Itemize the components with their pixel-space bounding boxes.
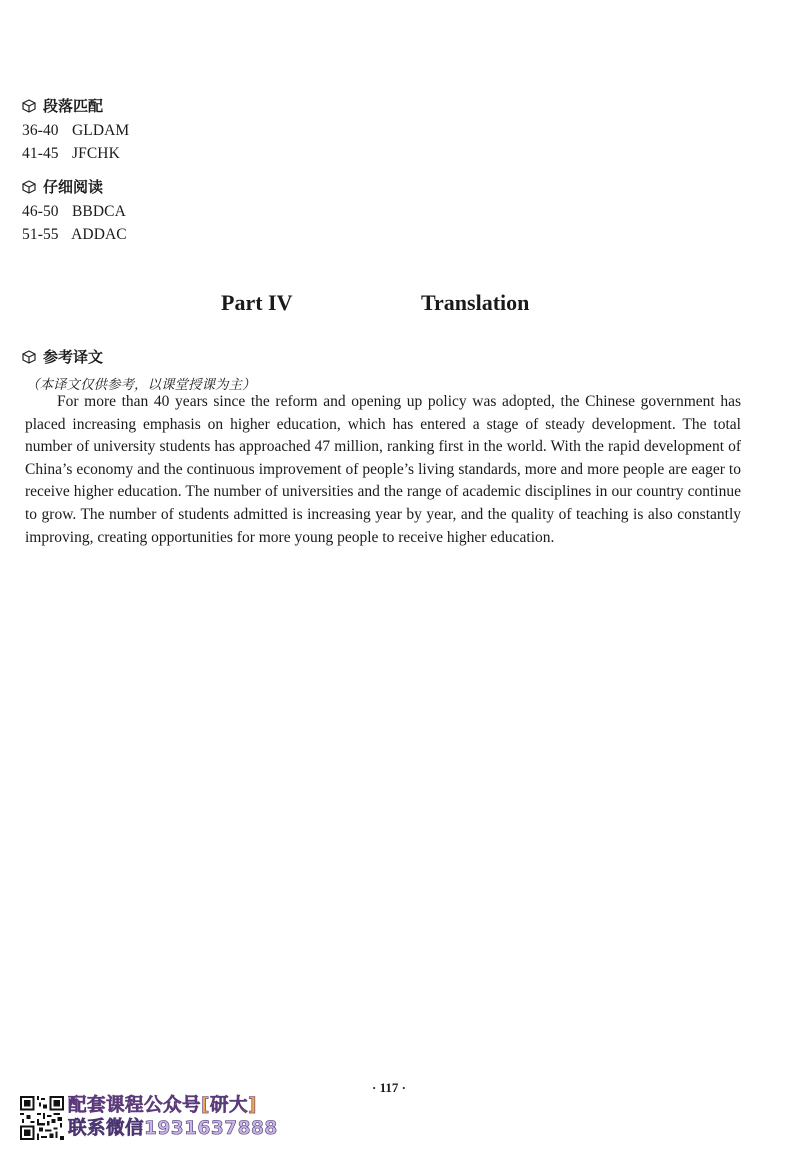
cube-icon xyxy=(22,350,36,364)
watermark-line-1: 配套课程公众号[研大] xyxy=(68,1095,257,1116)
answer-letters: JFCHK xyxy=(71,145,120,162)
answer-letters: BBDCA xyxy=(71,203,126,220)
answer-range: 36-40 xyxy=(22,122,59,139)
translation-paragraph: For more than 40 years since the reform and opening up policy was adopted, the Chinese government has placed increasing emphasis on higher education, which has entered a stage of steady development. The total number of university students has approached 47 million, ranking first in the world. With the rapid development of China’s economy and the continuous improvement of people’s living standards, more and more people are eager to receive higher education. The number of universities and the range of academic disciplines in our country continue to grow. The number of students admitted is increasing year by year, and the quality of teaching is also constantly improving, creating opportunities for more young people to receive higher education. xyxy=(25,393,741,546)
heading-text: 段落匹配 xyxy=(43,97,104,115)
answer-range: 51-55 xyxy=(22,226,59,243)
watermark-line-2: 联系微信1931637888 xyxy=(68,1118,278,1139)
section-heading-reference-translation xyxy=(22,346,103,367)
answer-letters: GLDAM xyxy=(71,122,130,139)
answer-row xyxy=(22,203,126,221)
part-number: Part IV xyxy=(221,290,293,315)
watermark-text xyxy=(68,1095,278,1140)
cube-icon xyxy=(22,99,36,113)
qr-code-icon xyxy=(20,1096,64,1140)
answer-letters: ADDAC xyxy=(71,226,127,243)
part-title: Translation xyxy=(421,290,530,315)
translation-note: （本译文仅供参考，以课堂授课为主） xyxy=(26,377,256,393)
watermark xyxy=(20,1095,278,1140)
answer-row xyxy=(22,226,127,244)
answer-row xyxy=(22,122,129,140)
section-heading-paragraph-matching xyxy=(22,95,103,116)
answer-range: 46-50 xyxy=(22,203,59,220)
heading-text: 仔细阅读 xyxy=(43,178,104,196)
page-number: · 117 · xyxy=(372,1080,406,1095)
answer-range: 41-45 xyxy=(22,145,59,162)
section-heading-careful-reading xyxy=(22,176,103,197)
answer-row xyxy=(22,145,120,163)
cube-icon xyxy=(22,180,36,194)
heading-text: 参考译文 xyxy=(43,348,104,366)
